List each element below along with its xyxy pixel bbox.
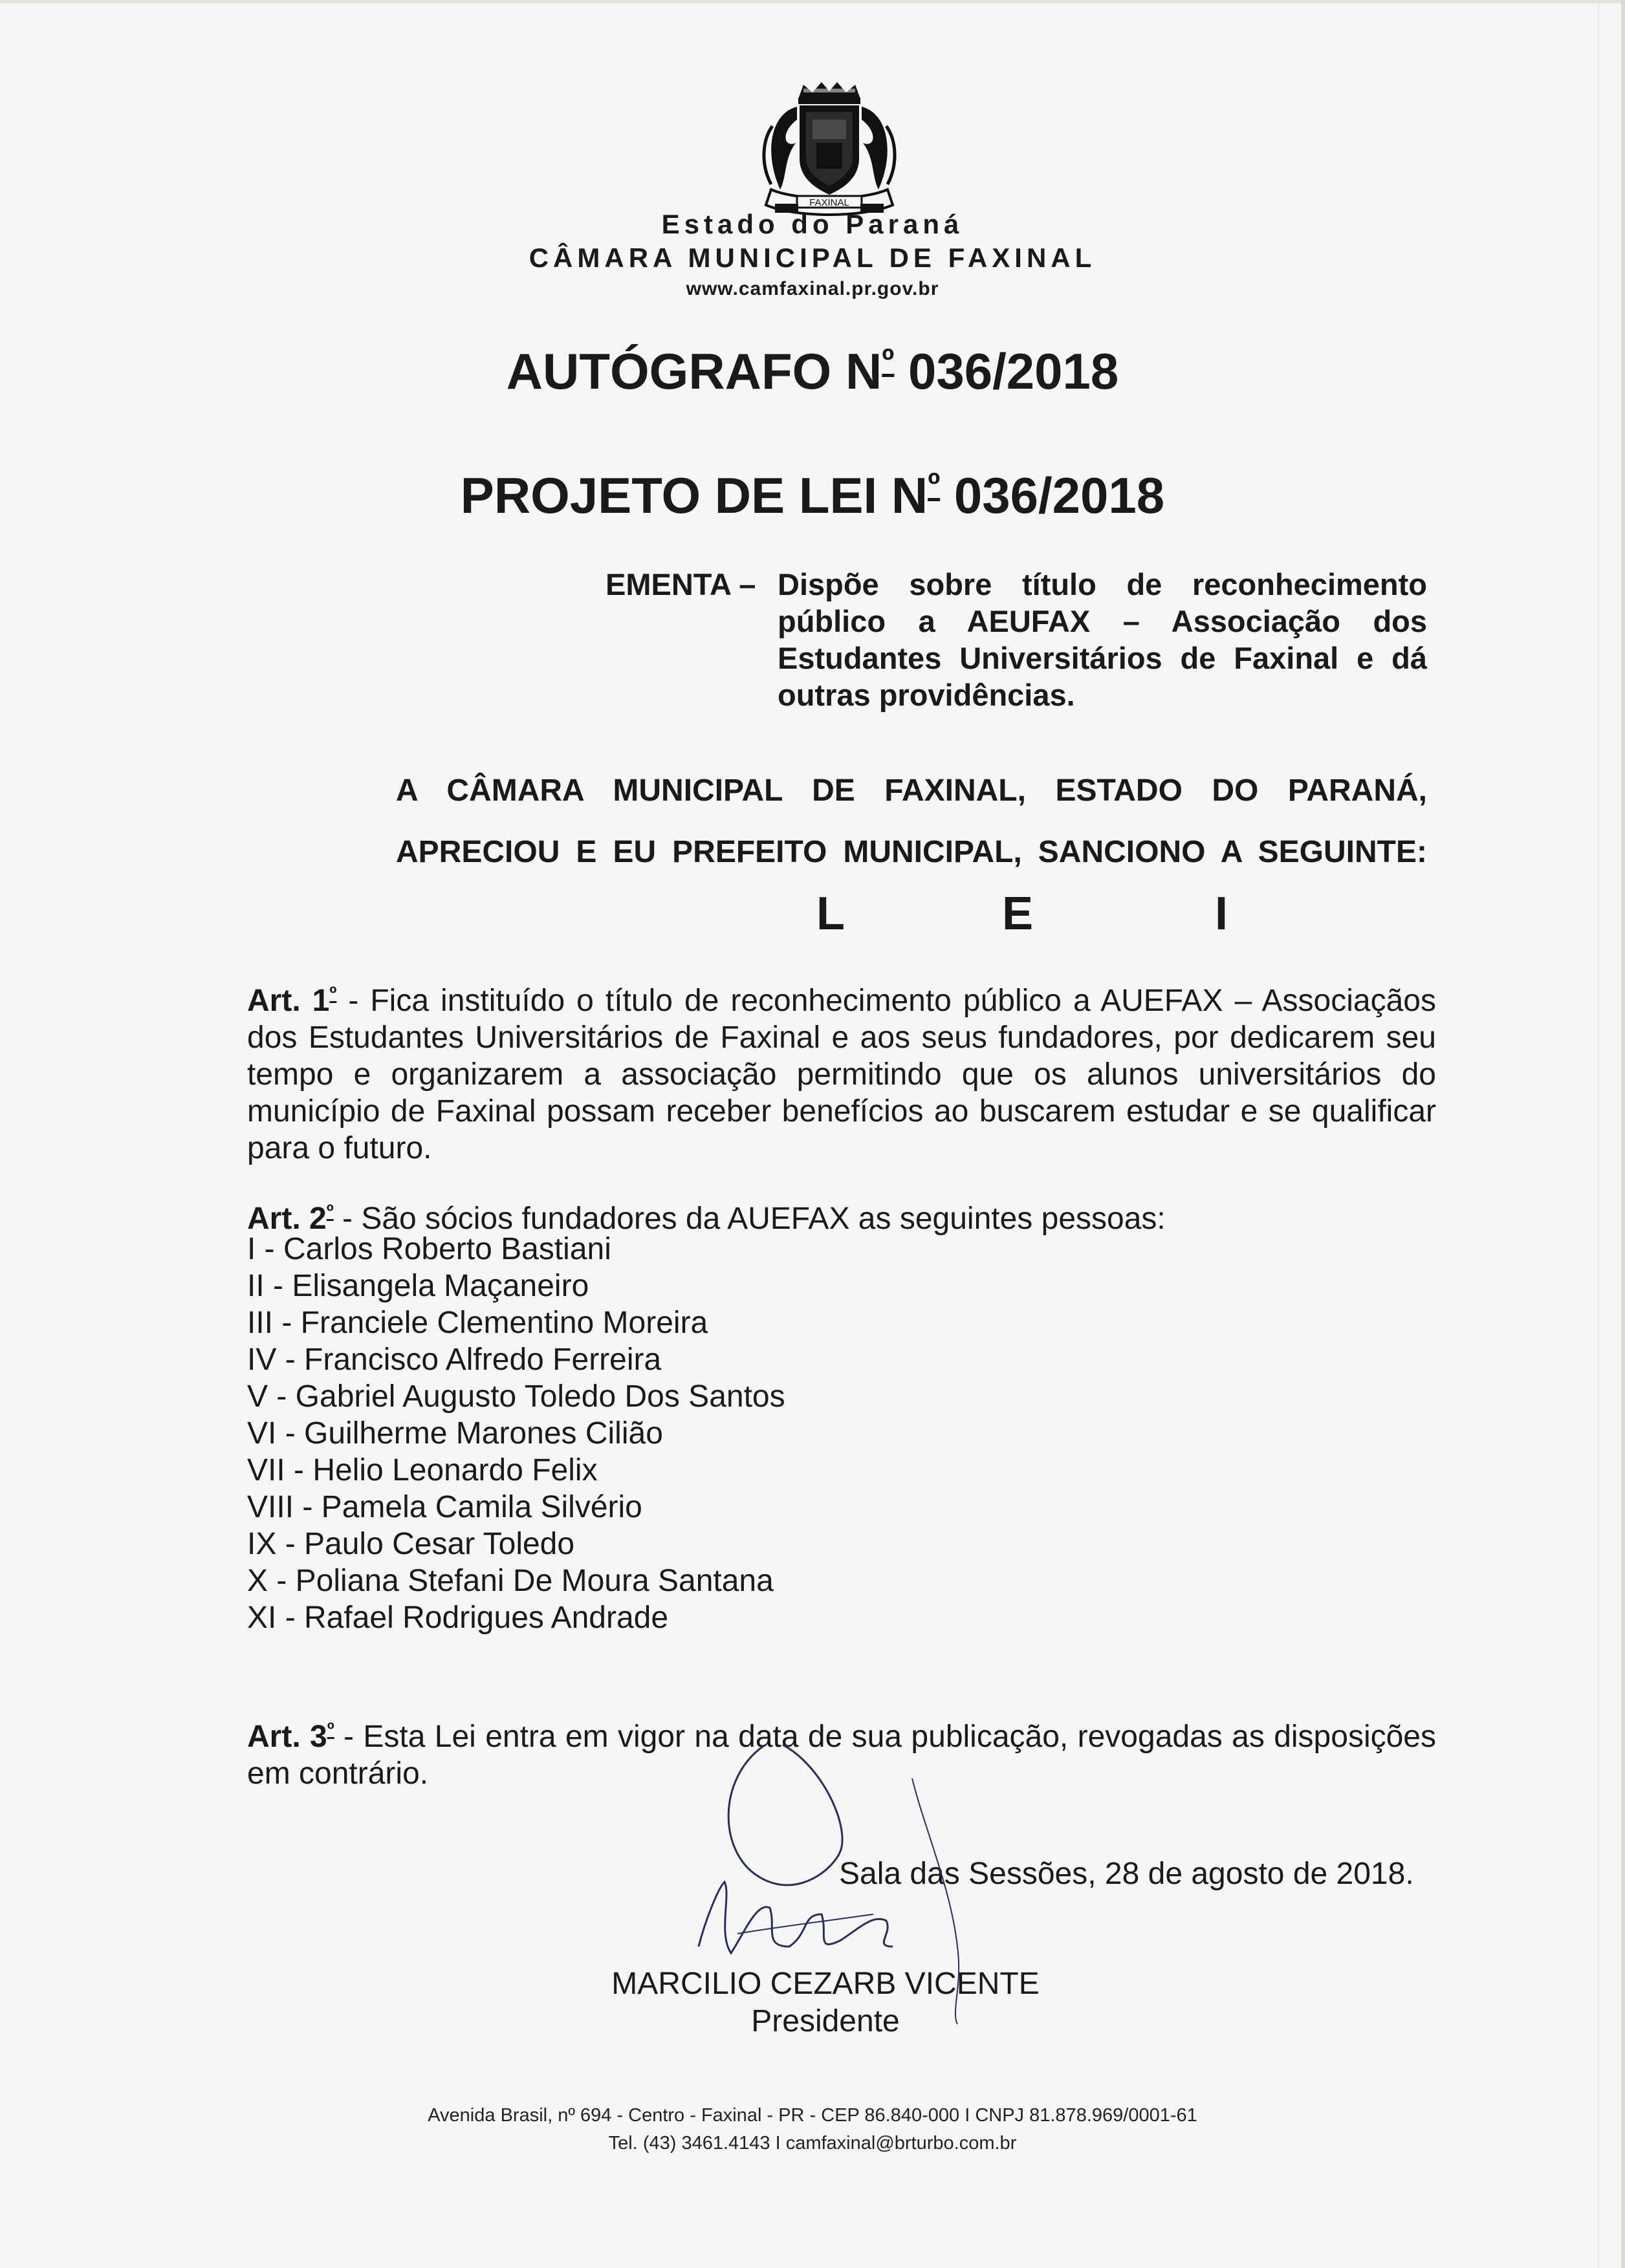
autografo-ordinal: º [882,342,895,380]
founders-list [247,1231,785,1636]
lei-letter-e: E [1002,888,1034,940]
projeto-prefix: PROJETO DE LEI N [460,467,928,524]
founder-item: VII - Helio Leonardo Felix [247,1453,598,1487]
founder-item: III - Franciele Clementino Moreira [247,1306,708,1340]
article-3-label-text: Art. 3 [247,1720,327,1754]
founder-item: VI - Guilherme Marones Cilião [247,1416,663,1451]
footer-contact: Tel. (43) 3461.4143 I camfaxinal@brturbo.com.br [608,2133,1017,2154]
website-link[interactable]: www.camfaxinal.pr.gov.br [686,278,939,299]
article-1-label-text: Art. 1 [247,984,330,1018]
founder-item: VIII - Pamela Camila Silvério [247,1490,642,1524]
founder-item: XI - Rafael Rodrigues Andrade [247,1601,669,1635]
president-role: Presidente [751,2004,900,2038]
crest-ribbon-text: FAXINAL [809,197,849,208]
president-name: MARCILIO CEZARB VICENTE [611,1967,1040,2001]
projeto-ordinal: º [928,466,941,504]
scan-right-edge [1621,0,1625,2268]
ementa-text: Dispõe sobre título de reconhecimento público a AEUFAX – Associação dos Estudantes Universitários de Faxinal e dá outras providências. [778,567,1427,712]
ementa-block [605,566,1427,713]
autografo-prefix: AUTÓGRAFO N [506,343,882,400]
article-1 [247,975,1436,1167]
lei-letter-i: I [1215,888,1228,940]
scan-top-edge [0,0,1625,3]
article-2-label-text: Art. 2 [247,1202,327,1236]
projeto-title [0,466,1625,525]
ementa-label: EMENTA – [605,567,756,601]
autografo-number: 036/2018 [894,343,1119,400]
decree-line-1: A CÂMARA MUNICIPAL DE FAXINAL, ESTADO DO PARANÁ, [396,773,1427,808]
founder-item: IV - Francisco Alfredo Ferreira [247,1343,662,1377]
article-1-text: - Fica instituído o título de reconhecimento público a AUEFAX – Associaçãos dos Estudantes Universitários de Faxinal e aos seus fundadores, por dedicarem seu tempo e organizarem a associação permitindo que os alunos universitários do município de Faxinal possam receber benefícios ao buscarem estudar e se qualificar para o futuro. [247,984,1436,1165]
lei-letter-l: L [816,888,845,940]
state-name: Estado do Paraná [661,209,964,239]
article-1-label [247,984,336,1018]
article-3-text: - Esta Lei entra em vigor na data de sua publicação, revogadas as disposições em contrário. [247,1720,1436,1791]
founder-item: II - Elisangela Maçaneiro [247,1269,589,1303]
autografo-title [0,341,1625,401]
article-2-ordinal: º [326,1201,334,1222]
founder-item: I - Carlos Roberto Bastiani [247,1232,611,1266]
article-1-ordinal: º [329,983,337,1004]
article-3-ordinal: º [327,1719,334,1740]
article-3-label [247,1720,334,1754]
decree-line-2: APRECIOU E EU PREFEITO MUNICIPAL, SANCIONO A SEGUINTE: [396,835,1427,869]
founder-item: X - Poliana Stefani De Moura Santana [247,1564,774,1598]
founder-item: IX - Paulo Cesar Toledo [247,1527,575,1561]
founder-item: V - Gabriel Augusto Toledo Dos Santos [247,1379,785,1414]
projeto-number: 036/2018 [940,467,1165,524]
footer-address: Avenida Brasil, nº 694 - Centro - Faxinal - PR - CEP 86.840-000 I CNPJ 81.878.969/0001-61 [428,2105,1197,2126]
scan-fold-line [1598,0,1599,2268]
session-date: Sala das Sessões, 28 de agosto de 2018. [839,1857,1414,1891]
article-2-text: - São sócios fundadores da AUEFAX as seguintes pessoas: [333,1202,1166,1236]
chamber-name: CÂMARA MUNICIPAL DE FAXINAL [529,243,1096,273]
municipal-crest-icon [758,81,900,220]
